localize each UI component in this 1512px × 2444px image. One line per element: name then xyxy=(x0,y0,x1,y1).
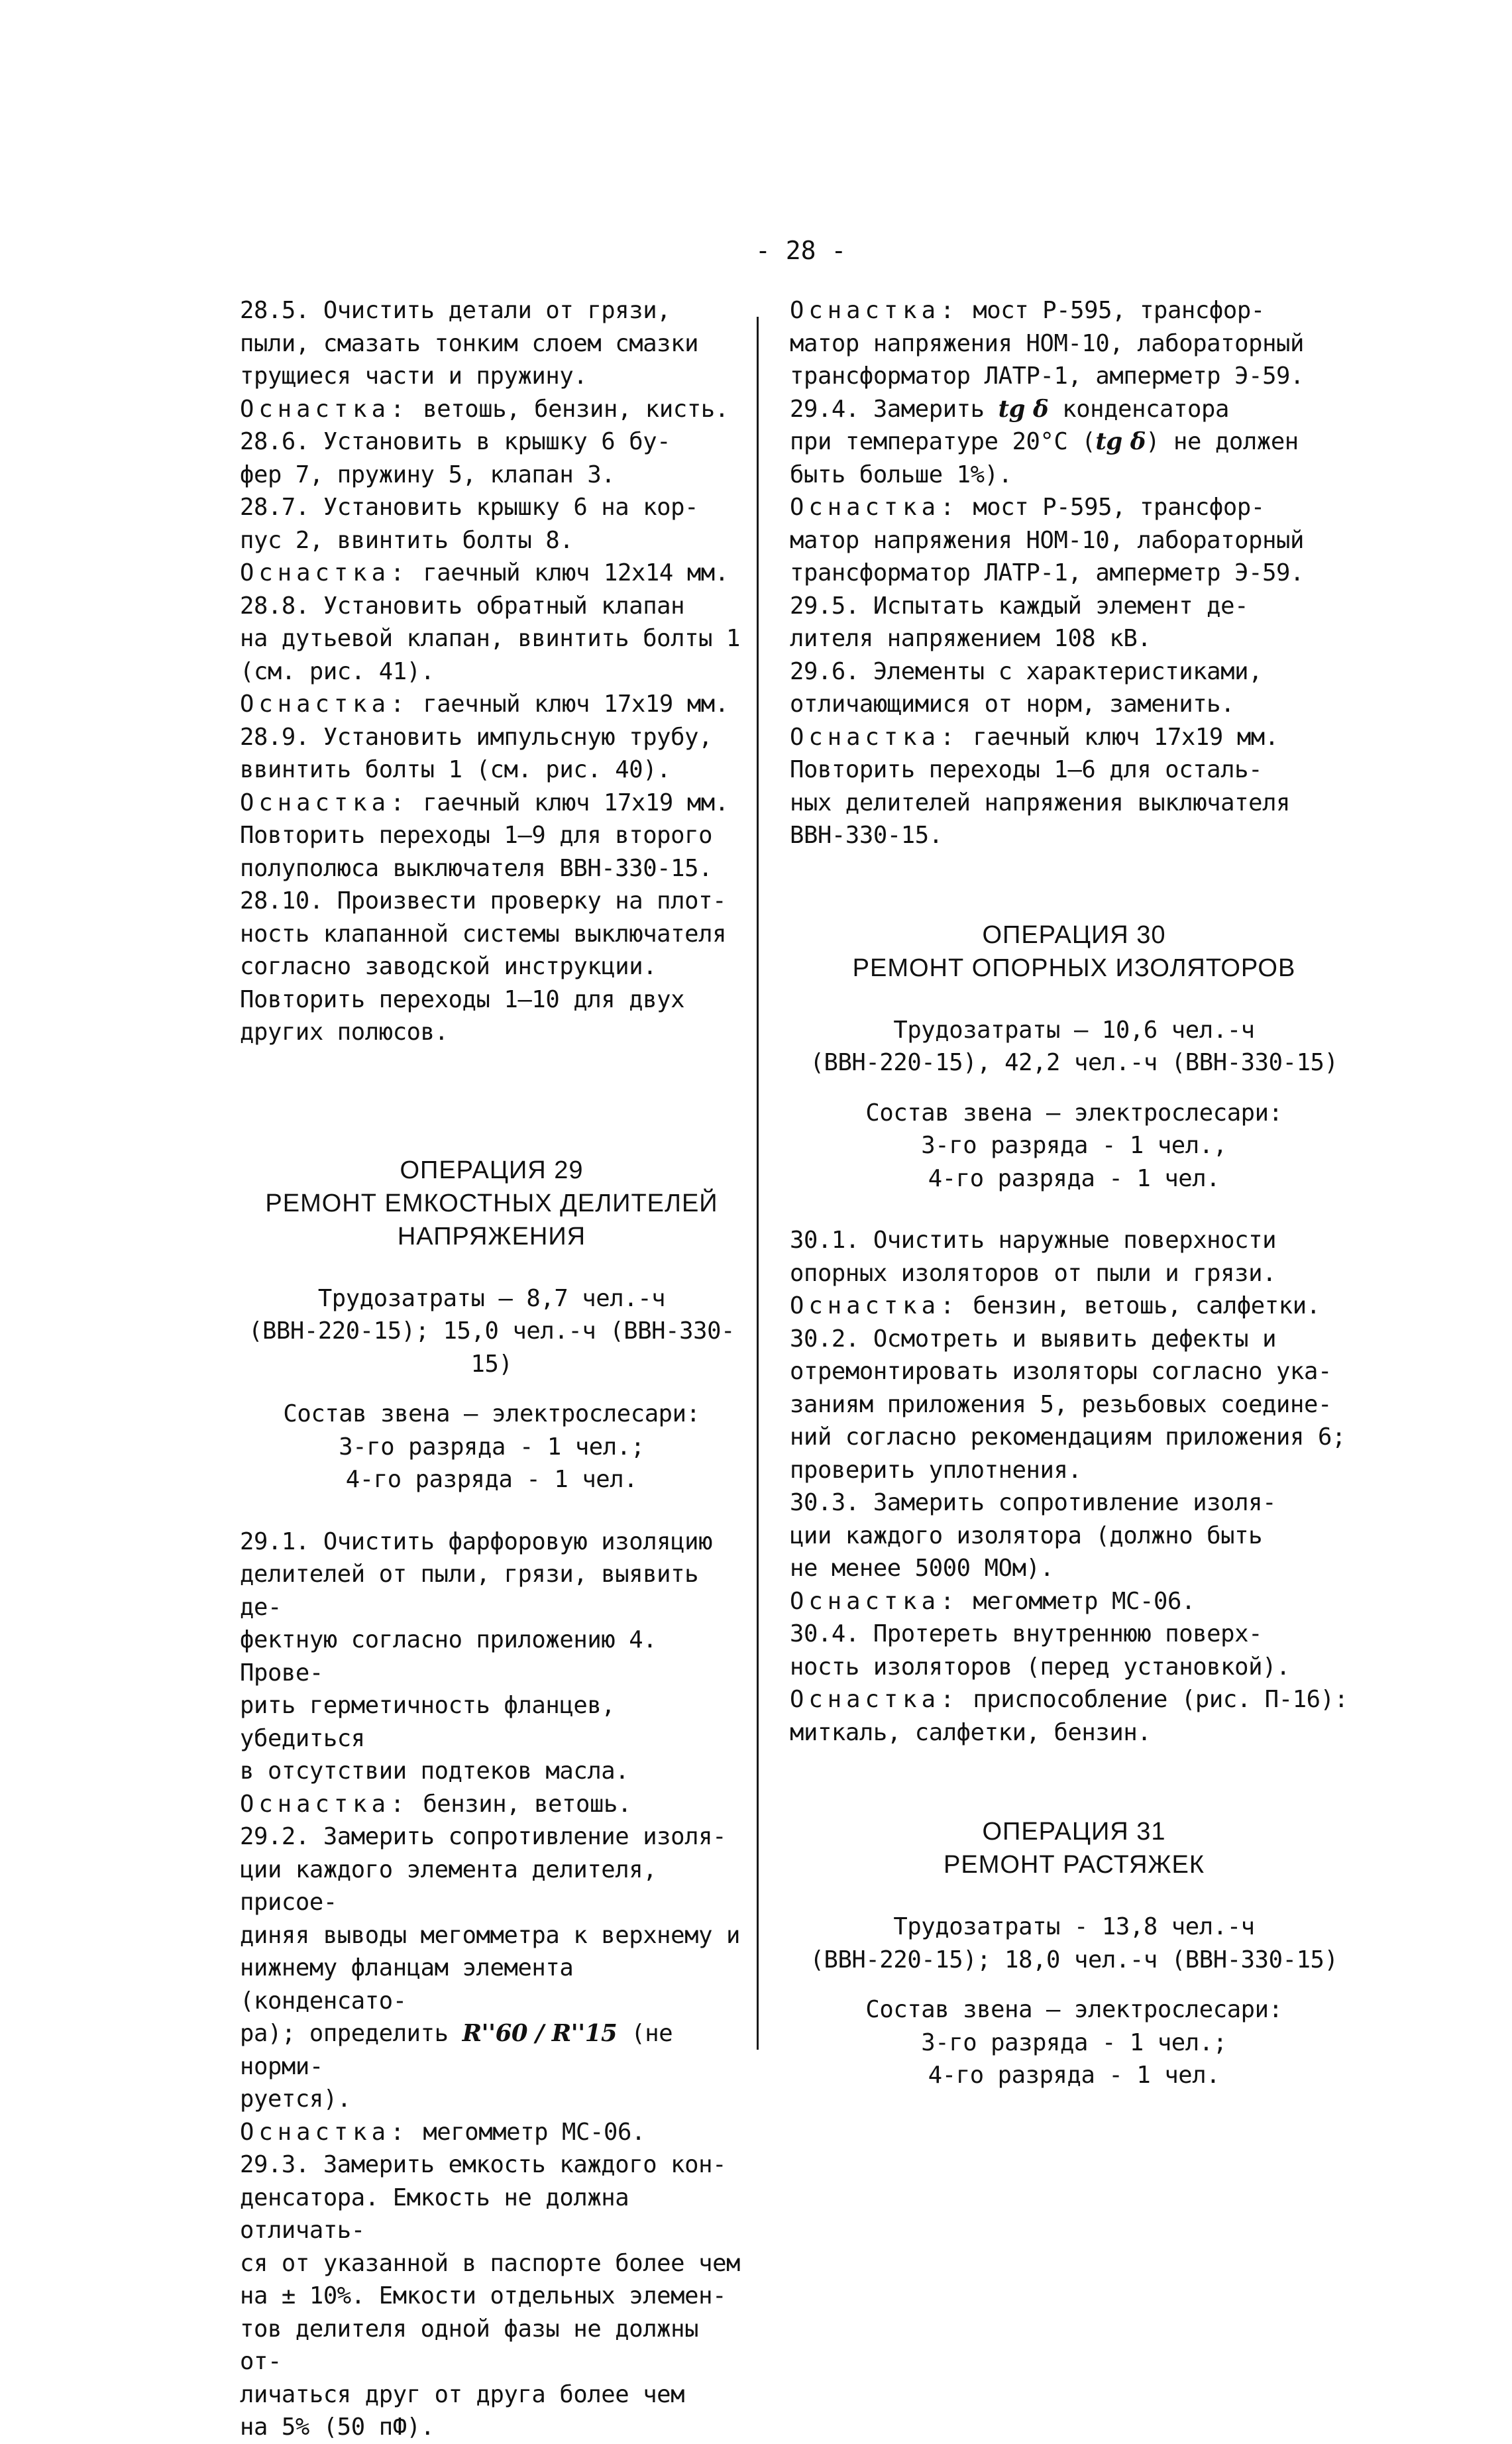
tooling-label: Оснастка: xyxy=(790,1686,959,1713)
text-line: (ВВН-220-15), 42,2 чел.-ч (ВВН-330-15) xyxy=(810,1049,1338,1076)
text-fragment: (не норми- xyxy=(240,2020,673,2080)
tooling-28-9 xyxy=(240,787,743,820)
text-line: Трудозатраты — 10,6 чел.-ч xyxy=(893,1016,1255,1044)
tooling-29-1 xyxy=(240,1788,743,1821)
text-line: миткаль, салфетки, бензин. xyxy=(790,1718,1152,1746)
text-line: 28.8. Установить обратный клапан xyxy=(240,592,685,620)
text-line: ся от указанной в паспорте более чем xyxy=(240,2249,741,2277)
text-line: 30.1. Очистить наружные поверхности xyxy=(790,1227,1277,1254)
text-line: ность изоляторов (перед установкой). xyxy=(790,1653,1291,1681)
heading-line: ОПЕРАЦИЯ 31 xyxy=(982,1818,1166,1846)
repeat-note-3 xyxy=(790,753,1358,852)
text-line: трансформатор ЛАТР-1, амперметр Э-59. xyxy=(790,559,1304,586)
text-line: 29.1. Очистить фарфоровую изоляцию xyxy=(240,1528,713,1555)
tooling-text: гаечный ключ 12х14 мм. xyxy=(409,559,729,586)
text-line: ции каждого изолятора (должно быть xyxy=(790,1522,1263,1549)
tooling-text: мегомметр МС-06. xyxy=(409,2118,645,2146)
text-line: отличающимися от норм, заменить. xyxy=(790,691,1235,718)
text-line: (ВВН-220-15); 15,0 чел.-ч (ВВН-330-15) xyxy=(248,1317,735,1378)
text-line xyxy=(790,491,1358,524)
operation-30-labor xyxy=(790,1014,1358,1080)
text-line: фер 7, пружину 5, клапан 3. xyxy=(240,461,616,488)
text-line: ввинтить болты 1 (см. рис. 40). xyxy=(240,756,671,783)
tooling-label: Оснастка: xyxy=(240,395,409,423)
text-line: на дутьевой клапан, ввинтить болты 1 xyxy=(240,625,741,652)
paragraph-29-1 xyxy=(240,1526,743,1788)
text-line: Состав звена — электрослесари: xyxy=(283,1400,700,1427)
tooling-29-6 xyxy=(790,721,1358,754)
text-line: делителей от пыли, грязи, выявить де- xyxy=(240,1561,699,1621)
text-line: 29.5. Испытать каждый элемент де- xyxy=(790,592,1249,620)
tooling-label: Оснастка: xyxy=(240,2118,409,2146)
text-line: Состав звена — электрослесари: xyxy=(865,1996,1283,2023)
operation-31-labor xyxy=(790,1911,1358,1976)
repeat-note-1 xyxy=(240,819,743,885)
heading-line: РЕМОНТ ОПОРНЫХ ИЗОЛЯТОРОВ xyxy=(852,954,1296,982)
text-line: (ВВН-220-15); 18,0 чел.-ч (ВВН-330-15) xyxy=(810,1946,1338,1973)
paragraph-30-4 xyxy=(790,1618,1358,1683)
tooling-28-5 xyxy=(240,393,743,426)
paragraph-28-5 xyxy=(240,294,743,393)
paragraph-29-2 xyxy=(240,1820,743,2116)
paragraph-30-2 xyxy=(790,1323,1358,1487)
text-line: других полюсов. xyxy=(240,1019,449,1046)
tooling-label: Оснастка: xyxy=(790,723,959,751)
text-line: 3-го разряда - 1 чел., xyxy=(921,1132,1227,1159)
text-line: 28.10. Произвести проверку на плот- xyxy=(240,887,727,915)
operation-31-crew xyxy=(790,1993,1358,2092)
text-line: 30.3. Замерить сопротивление изоля- xyxy=(790,1489,1277,1516)
tooling-label: Оснастка: xyxy=(240,789,409,816)
paragraph-28-6 xyxy=(240,425,743,491)
tooling-30-1 xyxy=(790,1290,1358,1323)
text-line xyxy=(790,294,1358,327)
paragraph-30-3 xyxy=(790,1486,1358,1585)
tooling-28-8 xyxy=(240,688,743,721)
tooling-text: бензин, ветошь, салфетки. xyxy=(959,1292,1321,1319)
text-line: Повторить переходы 1–10 для двух xyxy=(240,985,685,1013)
text-line: 4-го разряда - 1 чел. xyxy=(928,2062,1220,2089)
heading-line: ОПЕРАЦИЯ 29 xyxy=(400,1156,584,1184)
text-line: ВВН-330-15. xyxy=(790,822,943,849)
text-fragment: 29.4. Замерить xyxy=(790,395,999,423)
text-line: Повторить переходы 1–9 для второго xyxy=(240,822,713,849)
tooling-29-2 xyxy=(240,2116,743,2149)
text-line: лителя напряжением 108 кВ. xyxy=(790,625,1152,652)
text-line: ность клапанной системы выключателя xyxy=(240,920,727,948)
text-line: руется). xyxy=(240,2085,351,2113)
text-line: фектную согласно приложению 4. Прове- xyxy=(240,1626,657,1687)
tan-delta-formula: tg δ xyxy=(1095,428,1146,455)
tooling-label: Оснастка: xyxy=(790,1587,959,1615)
heading-line: РЕМОНТ РАСТЯЖЕК xyxy=(944,1851,1205,1879)
repeat-note-2 xyxy=(240,983,743,1049)
text-line: 3-го разряда - 1 чел.; xyxy=(921,2028,1227,2056)
paragraph-28-10 xyxy=(240,885,743,983)
text-line xyxy=(790,425,1358,459)
text-line: 30.4. Протереть внутреннюю поверх- xyxy=(790,1620,1263,1647)
text-fragment: конденсатора xyxy=(1048,395,1229,423)
text-line: на ± 10%. Емкости отдельных элемен- xyxy=(240,2282,727,2309)
text-line: (см. рис. 41). xyxy=(240,657,435,685)
page-number: - 28 - xyxy=(755,236,847,265)
text-line: ний согласно рекомендациям приложения 6; xyxy=(790,1423,1346,1451)
text-line: опорных изоляторов от пыли и грязи. xyxy=(790,1259,1277,1287)
text-line: трущиеся части и пружину. xyxy=(240,362,588,390)
paragraph-29-4 xyxy=(790,393,1358,492)
text-line: на 5% (50 пФ). xyxy=(240,2414,435,2441)
text-line: денсатора. Емкость не должна отличать- xyxy=(240,2184,629,2244)
paragraph-30-1 xyxy=(790,1224,1358,1290)
tan-delta-formula: tg δ xyxy=(998,395,1049,423)
operation-29-labor xyxy=(240,1282,743,1381)
text-line: быть больше 1%). xyxy=(790,461,1012,488)
text-line: ных делителей напряжения выключателя xyxy=(790,789,1291,816)
text-line: не менее 5000 МОм). xyxy=(790,1555,1054,1582)
paragraph-28-9 xyxy=(240,721,743,787)
column-divider xyxy=(757,317,759,2050)
tooling-text: мост Р-595, трансфор- xyxy=(959,494,1265,521)
left-column xyxy=(240,294,743,2444)
operation-29-heading xyxy=(240,1154,743,1253)
text-line: 28.9. Установить импульсную трубу, xyxy=(240,723,713,751)
text-line: 28.7. Установить крышку 6 на кор- xyxy=(240,494,699,521)
paragraph-29-3 xyxy=(240,2148,743,2444)
paragraph-28-7 xyxy=(240,491,743,557)
text-line: диняя выводы мегомметра к верхнему и xyxy=(240,1921,741,1949)
text-line: матор напряжения НОМ-10, лабораторный xyxy=(790,526,1304,554)
text-line: Трудозатраты - 13,8 чел.-ч xyxy=(893,1913,1255,1940)
text-line: нижнему фланцам элемента (конденсато- xyxy=(240,1954,574,2015)
text-line: отремонтировать изоляторы согласно ука- xyxy=(790,1358,1332,1385)
text-fragment: ра); определить xyxy=(240,2020,462,2047)
text-line: 4-го разряда - 1 чел. xyxy=(345,1466,638,1493)
text-line: личаться друг от друга более чем xyxy=(240,2380,685,2408)
text-line xyxy=(240,2017,743,2083)
paragraph-29-6 xyxy=(790,655,1358,721)
text-fragment: ) не должен xyxy=(1146,428,1299,455)
text-line: Трудозатраты — 8,7 чел.-ч xyxy=(317,1284,666,1312)
text-line: Повторить переходы 1–6 для осталь- xyxy=(790,756,1263,783)
paragraph-28-8 xyxy=(240,590,743,689)
tooling-label: Оснастка: xyxy=(240,691,409,718)
operation-31-heading xyxy=(790,1815,1358,1881)
text-line: трансформатор ЛАТР-1, амперметр Э-59. xyxy=(790,362,1304,390)
text-line: ции каждого элемента делителя, присое- xyxy=(240,1856,657,1916)
text-line xyxy=(790,393,1358,426)
text-line: пыли, смазать тонким слоем смазки xyxy=(240,329,699,357)
text-line: заниям приложения 5, резьбовых соедине- xyxy=(790,1390,1332,1418)
heading-line: НАПРЯЖЕНИЯ xyxy=(397,1222,586,1250)
absorption-ratio-formula: R''60 / R''15 xyxy=(462,2020,618,2047)
text-line: согласно заводской инструкции. xyxy=(240,953,657,980)
tooling-29-4 xyxy=(790,491,1358,590)
tooling-text: мегомметр МС-06. xyxy=(959,1587,1195,1615)
text-line: рить герметичность фланцев, убедиться xyxy=(240,1692,616,1752)
operation-30-heading xyxy=(790,918,1358,985)
text-line: 28.6. Установить в крышку 6 бу- xyxy=(240,428,671,455)
text-line: 29.6. Элементы с характеристиками, xyxy=(790,657,1263,685)
text-line: проверить уплотнения. xyxy=(790,1456,1082,1484)
tooling-29-3 xyxy=(790,294,1358,393)
text-line: 3-го разряда - 1 чел.; xyxy=(339,1433,645,1461)
text-line: 29.3. Замерить емкость каждого кон- xyxy=(240,2151,727,2178)
text-line: 4-го разряда - 1 чел. xyxy=(928,1164,1220,1192)
tooling-text: приспособление (рис. П-16): xyxy=(959,1686,1348,1713)
tooling-text: гаечный ключ 17х19 мм. xyxy=(409,789,729,816)
tooling-text: гаечный ключ 17х19 мм. xyxy=(959,723,1279,751)
text-line: 28.5. Очистить детали от грязи, xyxy=(240,297,671,324)
text-line: 30.2. Осмотреть и выявить дефекты и xyxy=(790,1325,1277,1353)
paragraph-29-5 xyxy=(790,590,1358,655)
tooling-text: ветошь, бензин, кисть. xyxy=(409,395,729,423)
tooling-text: гаечный ключ 17х19 мм. xyxy=(409,691,729,718)
tooling-text: бензин, ветошь. xyxy=(409,1790,631,1818)
text-fragment: при температуре 20°С ( xyxy=(790,428,1096,455)
tooling-28-7 xyxy=(240,557,743,590)
tooling-30-4 xyxy=(790,1683,1358,1749)
right-column xyxy=(790,294,1358,2092)
text-line: тов делителя одной фазы не должны от- xyxy=(240,2315,699,2375)
text-line: полуполюса выключателя ВВН-330-15. xyxy=(240,854,713,882)
tooling-30-3 xyxy=(790,1585,1358,1618)
text-line: в отсутствии подтеков масла. xyxy=(240,1757,629,1785)
heading-line: РЕМОНТ ЕМКОСТНЫХ ДЕЛИТЕЛЕЙ xyxy=(265,1189,718,1217)
text-line: 29.2. Замерить сопротивление изоля- xyxy=(240,1823,727,1850)
text-line: матор напряжения НОМ-10, лабораторный xyxy=(790,329,1304,357)
tooling-label: Оснастка: xyxy=(790,494,959,521)
tooling-label: Оснастка: xyxy=(240,559,409,586)
tooling-label: Оснастка: xyxy=(790,297,959,324)
tooling-text: мост Р-595, трансфор- xyxy=(959,297,1265,324)
tooling-label: Оснастка: xyxy=(240,1790,409,1818)
heading-line: ОПЕРАЦИЯ 30 xyxy=(982,920,1166,949)
text-line xyxy=(790,1683,1358,1716)
operation-29-crew xyxy=(240,1398,743,1496)
text-line: пус 2, ввинтить болты 8. xyxy=(240,526,574,554)
tooling-label: Оснастка: xyxy=(790,1292,959,1319)
text-line: Состав звена — электрослесари: xyxy=(865,1099,1283,1127)
operation-30-crew xyxy=(790,1097,1358,1195)
